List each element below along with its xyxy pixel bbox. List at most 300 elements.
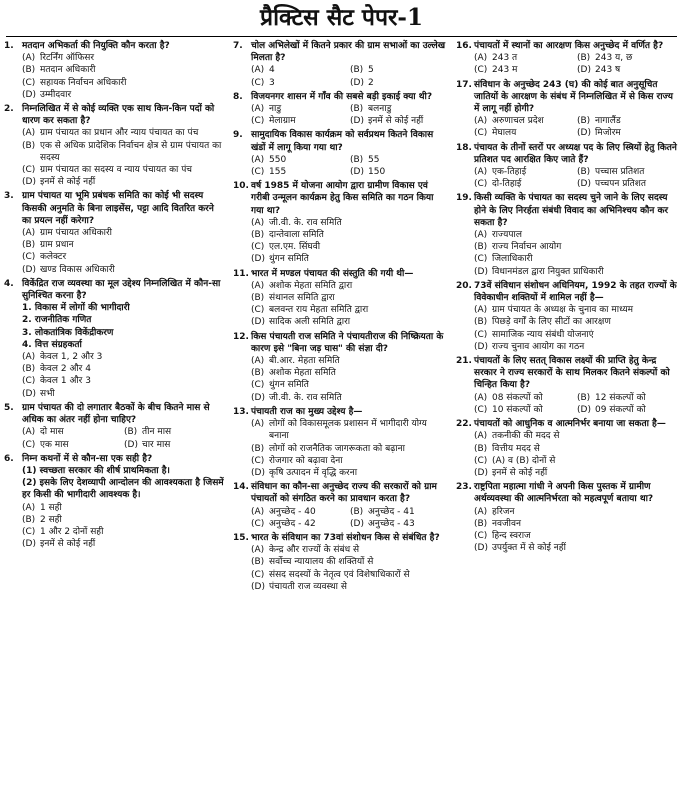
- question-text: संविधान के अनुच्छेद 243 (घ) की कोई बात अनुसूचित जातियों के आरक्षण के संबंध में निम्नलिखित में से किस राज्य में लागू नहीं होगी?: [474, 79, 673, 115]
- option-letter: (A): [474, 305, 488, 316]
- question-item: [454, 142, 680, 191]
- option-letter: (C): [22, 165, 36, 176]
- option-list: [22, 52, 226, 101]
- question-text: किसी व्यक्ति के पंचायत का सदस्य चुने जाने के लिए सदस्य होने के लिए निरर्हता संबंधी विवाद का अभिनिश्चय कौन कर सकता है?: [474, 193, 669, 228]
- question-item: [2, 453, 226, 551]
- answer-option: [22, 351, 226, 363]
- option-text: दान्तेवाला समिति: [269, 230, 324, 241]
- option-letter: (D): [474, 543, 488, 554]
- question-text: पंचायत के तीनों स्तरों पर अध्यक्ष पद के लिए स्त्रियों हेतु कितने प्रतिशत पद आरक्षित किए जाते हैं?: [474, 142, 677, 165]
- question-item: [231, 180, 449, 265]
- option-list: [22, 227, 226, 276]
- answer-option: [577, 166, 680, 178]
- question-body: [474, 418, 680, 479]
- question-number: 14.: [233, 482, 249, 493]
- question-text: भारत के संविधान का 73वां संशोधन किस से संबंधित है?: [251, 532, 440, 543]
- option-text: बलनाडु: [368, 104, 392, 115]
- question-statement: (1) स्वच्छता सरकार की शीर्ष प्राथमिकता है।: [22, 465, 170, 476]
- option-letter: (D): [474, 266, 488, 277]
- question-statement: 2. राजनीतिक गणित: [22, 315, 92, 326]
- answer-option: [22, 164, 226, 176]
- option-list: [22, 351, 226, 400]
- option-text: 4: [269, 65, 275, 76]
- option-letter: (A): [474, 506, 488, 517]
- option-text: 09 संकल्पों को: [595, 404, 646, 415]
- answer-option: [251, 115, 350, 127]
- answer-option: [474, 392, 577, 404]
- option-text: केवल 1, 2 और 3: [40, 352, 103, 363]
- answer-option: [251, 379, 449, 391]
- option-letter: (B): [22, 65, 36, 76]
- question-body: [251, 91, 449, 128]
- option-text: मेलाग्राम: [269, 116, 296, 127]
- option-text: संथानल समिति द्वारा: [269, 293, 335, 304]
- option-letter: (B): [124, 427, 138, 438]
- option-text: ग्राम प्रधान: [40, 240, 74, 251]
- question-item: [2, 40, 226, 101]
- option-list: [22, 502, 226, 551]
- answer-option: [22, 64, 226, 76]
- option-letter: (A): [251, 217, 265, 228]
- option-text: जी.वी. के. राव समिति: [269, 217, 342, 228]
- question-body: [22, 402, 226, 451]
- option-letter: (A): [22, 128, 36, 139]
- option-letter: (A): [22, 352, 36, 363]
- option-text: हिन्द स्वराज: [492, 530, 531, 541]
- answer-option: [251, 556, 449, 568]
- option-text: केवल 2 और 4: [40, 364, 91, 375]
- question-body: [474, 481, 680, 554]
- answer-option: [251, 229, 449, 241]
- answer-option: [350, 64, 449, 76]
- answer-option: [251, 506, 350, 518]
- answer-option: [474, 467, 680, 479]
- option-letter: (A): [251, 419, 265, 430]
- option-letter: (A): [22, 228, 36, 239]
- answer-option: [251, 569, 449, 581]
- option-list: [474, 430, 680, 479]
- option-text: ग्राम पंचायत अधिकारी: [40, 228, 113, 239]
- answer-option: [350, 115, 449, 127]
- question-statement: 4. वित्त संग्रहकर्ता: [22, 339, 82, 350]
- answer-option: [474, 241, 680, 253]
- question-item: [2, 190, 226, 275]
- option-text: 3: [269, 77, 275, 88]
- option-letter: (C): [251, 116, 265, 127]
- column-3: [454, 40, 680, 556]
- question-text: मतदान अभिकर्ता की नियुक्ति कौन करता है?: [22, 41, 170, 51]
- question-number: 9.: [233, 130, 243, 141]
- question-body: [251, 40, 449, 89]
- question-item: [454, 79, 680, 140]
- option-text: एक-तिहाई: [492, 167, 527, 178]
- question-statement: 1. विकास में लोगों की भागीदारी: [22, 303, 130, 314]
- option-letter: (C): [251, 305, 265, 316]
- option-text: ग्राम पंचायत का सदस्य व न्याय पंचायत का पंच: [40, 165, 193, 176]
- question-number: 11.: [233, 268, 249, 279]
- answer-option: [22, 239, 226, 251]
- answer-option: [577, 392, 680, 404]
- option-text: इनमें से कोई नहीं: [368, 116, 424, 127]
- question-text: चोल अभिलेखों में कितने प्रकार की ग्राम सभाओं का उल्लेख मिलता है?: [251, 41, 446, 64]
- option-letter: (B): [251, 230, 265, 241]
- answer-option: [251, 217, 449, 229]
- answer-option: [474, 329, 680, 341]
- question-number: 3.: [4, 191, 14, 202]
- answer-option: [22, 140, 226, 164]
- option-text: चार मास: [142, 439, 171, 450]
- option-text: विधानमंडल द्वारा नियुक्त प्राधिकारी: [492, 266, 604, 277]
- option-text: मेघालय: [492, 128, 517, 139]
- option-text: एक से अधिक प्रादेशिक निर्वाचन क्षेत्र से ग्राम पंचायत का सदस्य: [40, 140, 222, 163]
- answer-option: [474, 178, 577, 190]
- option-text: 1 सही: [40, 502, 62, 513]
- option-letter: (C): [22, 439, 36, 450]
- option-letter: (D): [22, 177, 36, 188]
- answer-option: [474, 542, 680, 554]
- option-letter: (C): [22, 376, 36, 387]
- option-letter: (B): [474, 443, 488, 454]
- answer-option: [251, 418, 449, 442]
- question-number: 4.: [4, 278, 14, 289]
- option-letter: (B): [350, 104, 364, 115]
- option-text: 550: [269, 154, 287, 165]
- option-letter: (C): [22, 77, 36, 88]
- option-text: 10 संकल्पों को: [492, 404, 543, 415]
- option-letter: (D): [577, 179, 591, 190]
- question-number: 15.: [233, 532, 249, 543]
- option-list: [474, 392, 680, 416]
- option-list: [474, 52, 680, 76]
- option-letter: (A): [251, 154, 265, 165]
- answer-option: [124, 439, 226, 451]
- answer-option: [251, 241, 449, 253]
- option-letter: (B): [474, 242, 488, 253]
- question-body: [22, 40, 226, 101]
- option-text: नाडु: [269, 104, 282, 115]
- option-letter: (D): [22, 388, 36, 399]
- option-letter: (C): [251, 518, 265, 529]
- question-number: 23.: [456, 482, 472, 493]
- option-text: 243 त: [492, 53, 518, 64]
- option-text: मिजोरम: [595, 128, 621, 139]
- question-number: 22.: [456, 419, 472, 430]
- question-number: 21.: [456, 356, 472, 367]
- option-text: दो-तिहाई: [492, 179, 522, 190]
- answer-option: [577, 178, 680, 190]
- answer-option: [251, 392, 449, 404]
- answer-option: [577, 127, 680, 139]
- answer-option: [474, 64, 577, 76]
- option-text: 243 ष: [595, 65, 621, 76]
- question-text: राष्ट्रपिता महात्मा गांधी ने अपनी किस पुस्तक में ग्रामीण अर्थव्यवस्था की आत्मनिर्भरता को महत्वपूर्ण बताया था?: [474, 482, 654, 505]
- question-body: [251, 129, 449, 178]
- question-statement: (2) इसके लिए देशव्यापी आन्दोलन की आवश्यकता है जिसमें हर किसी की भागीदारी आवश्यक है।: [22, 478, 224, 501]
- question-item: [231, 268, 449, 329]
- option-text: लोगों को राजनैतिक जागरूकता को बढ़ाना: [269, 443, 405, 454]
- question-number: 1.: [4, 41, 14, 51]
- option-letter: (A): [22, 427, 36, 438]
- question-body: [474, 79, 680, 140]
- option-text: 2: [368, 77, 374, 88]
- option-letter: (A): [22, 502, 36, 513]
- option-list: [251, 418, 449, 479]
- answer-option: [474, 518, 680, 530]
- column-2: [231, 40, 449, 595]
- option-text: खण्ड विकास अधिकारी: [40, 264, 115, 275]
- answer-option: [22, 426, 124, 438]
- answer-option: [251, 103, 350, 115]
- option-text: पच्चपन प्रतिशत: [595, 179, 647, 190]
- answer-option: [251, 443, 449, 455]
- option-text: 150: [368, 167, 386, 178]
- option-list: [474, 229, 680, 278]
- question-item: [454, 40, 680, 77]
- option-letter: (D): [22, 264, 36, 275]
- option-text: 243 म: [492, 65, 518, 76]
- answer-option: [22, 127, 226, 139]
- option-text: 2 सही: [40, 514, 62, 525]
- option-list: [251, 217, 449, 266]
- answer-option: [22, 514, 226, 526]
- option-text: रिटर्निंग ऑफिसर: [40, 53, 95, 64]
- question-number: 8.: [233, 91, 243, 102]
- option-text: पच्चास प्रतिशत: [595, 167, 645, 178]
- option-text: जिलाधिकारी: [492, 254, 533, 265]
- question-number: 7.: [233, 41, 243, 51]
- answer-option: [22, 526, 226, 538]
- option-text: सामाजिक न्याय संबंधी योजनाएं: [492, 329, 594, 340]
- question-number: 6.: [4, 453, 14, 464]
- option-letter: (C): [474, 404, 488, 415]
- answer-option: [474, 229, 680, 241]
- column-1: [2, 40, 226, 552]
- option-text: संसद सदस्यों के नेतृत्व एवं विशेषाधिकारों से: [269, 569, 410, 580]
- answer-option: [251, 544, 449, 556]
- question-text: सामुदायिक विकास कार्यक्रम को सर्वप्रथम कितने विकास खंडों में लागू किया गया था?: [251, 130, 434, 153]
- option-letter: (D): [22, 539, 36, 550]
- option-text: दो मास: [40, 427, 64, 438]
- option-letter: (B): [22, 240, 36, 251]
- option-letter: (D): [22, 89, 36, 100]
- option-letter: (B): [350, 506, 364, 517]
- option-text: उम्मीदवार: [40, 89, 72, 100]
- question-body: [474, 355, 680, 416]
- answer-option: [474, 530, 680, 542]
- question-item: [231, 406, 449, 479]
- option-letter: (B): [350, 65, 364, 76]
- option-letter: (B): [474, 518, 488, 529]
- answer-option: [124, 426, 226, 438]
- question-body: [474, 192, 680, 277]
- answer-option: [350, 518, 449, 530]
- question-number: 5.: [4, 402, 14, 413]
- question-body: [22, 103, 226, 188]
- option-text: अनुच्छेद - 41: [368, 506, 415, 517]
- option-letter: (C): [251, 167, 265, 178]
- option-text: अशोक मेहता समिति द्वारा: [269, 280, 353, 291]
- option-text: 08 संकल्पों को: [492, 392, 543, 403]
- option-letter: (C): [22, 252, 36, 263]
- question-text: ग्राम पंचायत या भूमि प्रबंधक समिति का कोई भी सदस्य किसकी अनुमति के बिना लाइसेंस, पट्टा आदि वितरित करने का प्रयत्न नहीं करेगा?: [22, 191, 214, 226]
- option-letter: (D): [577, 128, 591, 139]
- option-text: तीन मास: [142, 427, 172, 438]
- option-text: राज्य चुनाव आयोग का गठन: [492, 341, 585, 352]
- option-letter: (D): [251, 467, 265, 478]
- option-letter: (C): [474, 179, 488, 190]
- question-body: [251, 481, 449, 530]
- option-letter: (C): [474, 530, 488, 541]
- option-text: थुंगन समिति: [269, 254, 309, 265]
- question-body: [22, 278, 226, 400]
- question-text: किस पंचायती राज समिति ने पंचायतीराज की निष्क्रियता के कारण इसे "बिना जड़ घास" की संज्ञा दी?: [251, 331, 444, 354]
- answer-option: [474, 506, 680, 518]
- question-body: [251, 406, 449, 479]
- option-text: राज्य निर्वाचन आयोग: [492, 242, 562, 253]
- option-text: कलेक्टर: [40, 252, 67, 263]
- answer-option: [251, 581, 449, 593]
- option-text: पिछड़े वर्गों के लिए सीटों का आरक्षण: [492, 317, 611, 328]
- question-number: 17.: [456, 79, 472, 90]
- option-text: अरुणाचल प्रदेश: [492, 116, 544, 127]
- option-letter: (D): [350, 167, 364, 178]
- question-body: [474, 40, 680, 77]
- option-text: रोजगार को बढ़ावा देना: [269, 455, 343, 466]
- option-letter: (A): [251, 545, 265, 556]
- option-letter: (A): [22, 53, 36, 64]
- question-statement: 3. लोकतांत्रिक विकेंद्रीकरण: [22, 327, 114, 338]
- answer-option: [474, 266, 680, 278]
- answer-option: [474, 253, 680, 265]
- answer-option: [22, 439, 124, 451]
- option-letter: (C): [251, 380, 265, 391]
- answer-option: [350, 506, 449, 518]
- option-text: सहायक निर्वाचन अधिकारी: [40, 77, 127, 88]
- option-text: पंचायती राज व्यवस्था से: [269, 581, 347, 592]
- option-text: बलवन्त राय मेहता समिति द्वारा: [269, 305, 369, 316]
- option-letter: (B): [350, 154, 364, 165]
- answer-option: [251, 292, 449, 304]
- option-letter: (A): [474, 116, 488, 127]
- answer-option: [22, 264, 226, 276]
- option-list: [474, 304, 680, 353]
- question-text: निम्नलिखित में से कोई व्यक्ति एक साथ किन-किन पदों को धारण कर सकता है?: [22, 104, 215, 127]
- answer-option: [474, 430, 680, 442]
- answer-option: [474, 52, 577, 64]
- option-letter: (B): [22, 364, 36, 375]
- option-text: 1 और 2 दोनों सही: [40, 526, 104, 537]
- option-list: [251, 103, 449, 127]
- question-body: [251, 268, 449, 329]
- question-number: 2.: [4, 104, 14, 115]
- option-letter: (D): [251, 254, 265, 265]
- question-body: [474, 142, 680, 191]
- answer-option: [474, 455, 680, 467]
- answer-option: [251, 64, 350, 76]
- option-list: [251, 544, 449, 593]
- option-text: जी.वी. के. राव समिति: [269, 392, 342, 403]
- option-letter: (B): [22, 140, 36, 151]
- question-number: 16.: [456, 41, 472, 51]
- answer-option: [22, 77, 226, 89]
- option-text: लोगों को विकासमूलक प्रशासन में भागीदारी योग्य बनाना: [269, 419, 427, 442]
- answer-option: [22, 375, 226, 387]
- answer-option: [251, 77, 350, 89]
- question-item: [454, 192, 680, 277]
- question-text: विकेंद्रित राज व्यवस्था का मूल उद्देश्य निम्नलिखित में कौन-सा सुनिश्चित करना है?: [22, 278, 221, 302]
- question-number: 10.: [233, 181, 249, 192]
- option-letter: (C): [251, 569, 265, 580]
- option-letter: (C): [474, 254, 488, 265]
- option-list: [22, 426, 226, 450]
- question-text: पंचायती राज का मुख्य उद्देश्य है—: [251, 406, 363, 417]
- question-text: पंचायतों को आधुनिक व आत्मनिर्भर बनाया जा सकता है—: [474, 419, 666, 430]
- question-item: [231, 91, 449, 128]
- answer-option: [474, 341, 680, 353]
- option-text: मतदान अधिकारी: [40, 65, 96, 76]
- question-text: पंचायतों में स्थानों का आरक्षण किस अनुच्छेद में वर्णित है?: [474, 41, 664, 51]
- question-item: [231, 40, 449, 89]
- option-text: इनमें से कोई नहीं: [40, 177, 96, 188]
- option-text: (A) व (B) दोनों से: [492, 455, 556, 466]
- answer-option: [474, 404, 577, 416]
- answer-option: [251, 253, 449, 265]
- option-letter: (A): [251, 280, 265, 291]
- answer-option: [474, 166, 577, 178]
- option-letter: (A): [474, 167, 488, 178]
- option-list: [474, 506, 680, 555]
- question-number: 19.: [456, 193, 472, 204]
- option-list: [251, 280, 449, 329]
- option-letter: (D): [474, 467, 488, 478]
- question-item: [2, 103, 226, 188]
- question-text: भारत में मण्डल पंचायत की संस्तुति की गयी थी—: [251, 268, 414, 279]
- option-letter: (C): [474, 128, 488, 139]
- option-text: नवजीवन: [492, 518, 522, 529]
- question-text: विजयनगर शासन में गाँव की सबसे बड़ी इकाई क्या थी?: [251, 91, 433, 102]
- question-text: 73वें संविधान संशोधन अधिनियम, 1992 के तहत राज्यों के विवेकाधीन शक्तियों में शामिल नहीं है—: [474, 280, 677, 304]
- option-letter: (B): [577, 167, 591, 178]
- option-text: वित्तीय मदद से: [492, 443, 540, 454]
- option-letter: (D): [577, 65, 591, 76]
- option-letter: (C): [251, 242, 265, 253]
- question-item: [454, 355, 680, 416]
- page-title: प्रैक्टिस सैट पेपर-1: [260, 4, 423, 31]
- question-text: पंचायतों के लिए सतत् विकास लक्ष्यों की प्राप्ति हेतु केन्द्र सरकार ने राज्य सरकारों के साथ मिलकर कितने संकल्पों को चिन्हित किया है?: [474, 356, 670, 391]
- option-text: एल.एम. सिंघवी: [269, 242, 321, 253]
- question-text: ग्राम पंचायत की दो लगातार बैठकों के बीच कितने मास से अधिक का अंतर नहीं होना चाहिए?: [22, 402, 210, 426]
- option-letter: (B): [474, 317, 488, 328]
- option-letter: (A): [251, 65, 265, 76]
- answer-option: [350, 166, 449, 178]
- answer-option: [22, 227, 226, 239]
- option-letter: (C): [474, 329, 488, 340]
- option-text: अनुच्छेद - 40: [269, 506, 316, 517]
- option-text: थुंगन समिति: [269, 380, 309, 391]
- answer-option: [474, 443, 680, 455]
- question-number: 12.: [233, 331, 249, 342]
- question-item: [454, 481, 680, 554]
- question-item: [2, 402, 226, 451]
- answer-option: [577, 64, 680, 76]
- question-item: [231, 129, 449, 178]
- answer-option: [474, 115, 577, 127]
- option-letter: (D): [577, 404, 591, 415]
- option-letter: (B): [577, 392, 591, 403]
- question-text: वर्ष 1985 में योजना आयोग द्वारा ग्रामीण विकास एवं गरीबी उन्मूलन कार्यक्रम हेतु किस समिति का गठन किया गया था?: [251, 181, 434, 216]
- question-item: [454, 280, 680, 353]
- question-number: 20.: [456, 280, 472, 291]
